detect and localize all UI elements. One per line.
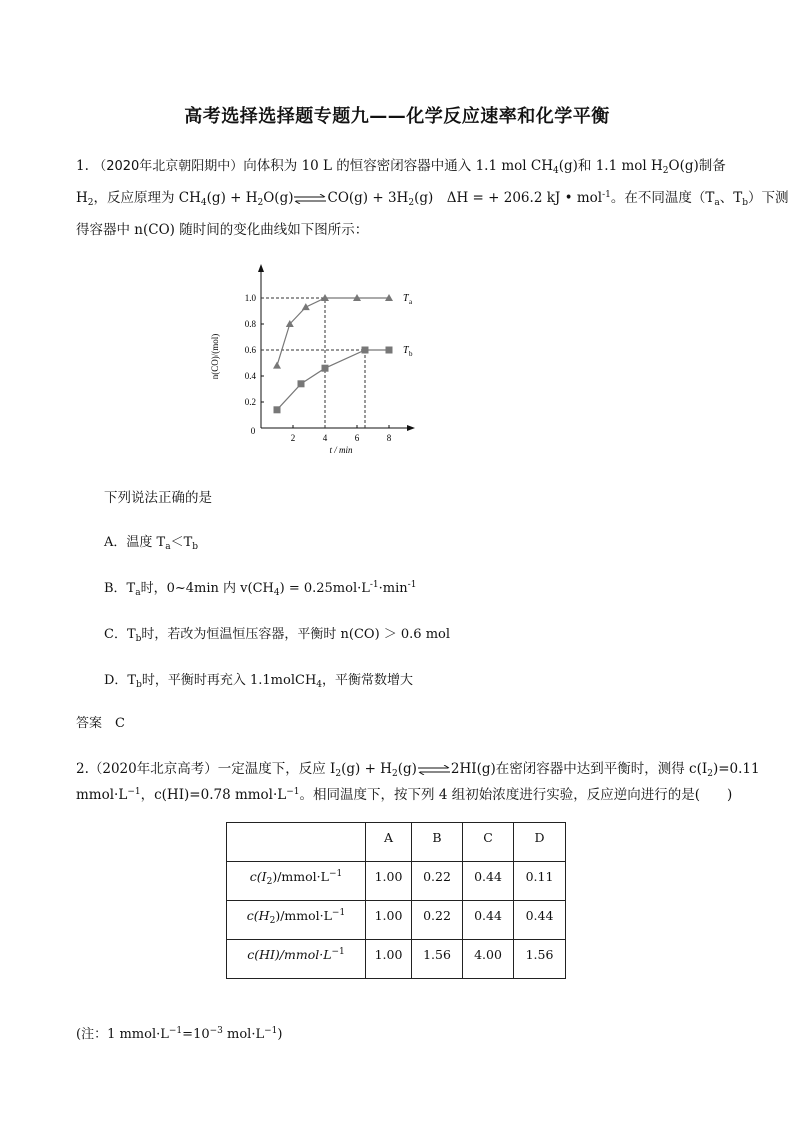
option-text: C．T (104, 627, 136, 642)
table-cell: 0.11 (514, 862, 566, 901)
option-text: ，平衡常数增大 (322, 673, 414, 688)
y-axis-arrow-icon (258, 264, 264, 272)
y-tick-label: 0.2 (244, 397, 256, 407)
q1-text: 。在不同温度（T (610, 190, 715, 206)
q1-text: 、T (719, 190, 743, 206)
q2-text: 2HI(g)在密闭容器中达到平衡时，测得 c(I (450, 761, 708, 777)
y-tick-label: 0.6 (244, 345, 256, 355)
table-cell: 4.00 (463, 940, 514, 979)
label-text: c(HI)/mmol·L (247, 947, 332, 962)
note-text: ) (277, 1027, 283, 1042)
q1-prompt: 下列说法正确的是 (104, 490, 212, 506)
sub: b (136, 680, 142, 690)
q1-text: (g) + H (206, 190, 258, 206)
table-header-cell: D (514, 823, 566, 862)
sup: −1 (328, 869, 343, 879)
q2-text: mmol·L (76, 787, 128, 803)
q2-line-2 (76, 783, 732, 803)
table-cell: 0.44 (463, 862, 514, 901)
q2-text: 2.（2020年北京高考）一定温度下，反应 I (76, 761, 336, 777)
sup: −1 (286, 787, 300, 797)
table-cell: 0.22 (412, 901, 463, 940)
table-header-cell: A (366, 823, 412, 862)
option-a[interactable] (104, 531, 198, 552)
table-cell: 0.44 (514, 901, 566, 940)
option-text: A．温度 T (104, 535, 166, 550)
sup: -1 (407, 580, 417, 590)
origin-label: 0 (250, 426, 256, 436)
sub: b (192, 542, 199, 552)
x-tick-label: 8 (386, 433, 392, 443)
q1-text: (g) ΔH = + 206.2 kJ • mol (414, 190, 603, 206)
x-axis-arrow-icon (407, 425, 415, 431)
note-text: mol·L (222, 1027, 265, 1042)
table-row (227, 862, 566, 901)
sub: 2 (391, 769, 398, 779)
sub: 2 (408, 198, 415, 208)
table-header-cell: B (412, 823, 463, 862)
q1-text: O(g) (263, 190, 294, 206)
data-point-Tb (386, 347, 393, 354)
option-text: ) = 0.25mol·L (279, 581, 370, 596)
option-text: ·min (378, 581, 408, 596)
sub: 4 (553, 166, 559, 176)
sup: −1 (168, 1026, 183, 1036)
q2-text: ，c(HI)=0.78 mmol·L (140, 787, 287, 803)
option-b[interactable] (104, 577, 416, 598)
q2-text: (g) + H (341, 761, 392, 777)
q1-line-2 (76, 186, 789, 208)
y-tick-label: 0.4 (244, 371, 256, 381)
sub: 2 (662, 166, 669, 176)
table-cell: 1.56 (412, 940, 463, 979)
equilibrium-arrow-icon (417, 765, 451, 775)
row-label (227, 862, 366, 901)
sup: −3 (209, 1026, 223, 1036)
data-point-Tb (298, 380, 305, 387)
q1-text: 向体积为 10 L 的恒容密闭容器中通入 1.1 mol CH (243, 158, 553, 174)
series-label-sub-Tb: b (409, 350, 413, 358)
series-line-Ta (277, 298, 389, 366)
label-text: c(H (246, 908, 270, 923)
label-text: )/mmol·L (275, 908, 332, 923)
equilibrium-arrow-icon (293, 194, 327, 204)
sub: b (742, 198, 749, 208)
sub: 4 (200, 198, 207, 208)
page-title: 高考选择选择题专题九——化学反应速率和化学平衡 (184, 106, 610, 127)
row-label (227, 940, 366, 979)
x-tick-label: 6 (354, 433, 360, 443)
table-cell: 1.56 (514, 940, 566, 979)
q1-text: (g)和 1.1 mol H (558, 158, 663, 174)
sup: −1 (127, 787, 141, 797)
nco-time-chart (200, 262, 450, 458)
x-axis-label: t / min (329, 445, 353, 455)
option-text: 时，若改为恒温恒压容器，平衡时 n(CO) ＞ 0.6 mol (141, 627, 451, 642)
series-label-Ta: T (403, 293, 409, 304)
q1-text: ，反应原理为 CH (93, 190, 201, 206)
sup: −1 (331, 908, 346, 918)
table-cell: 1.00 (366, 901, 412, 940)
data-point-Tb (274, 406, 281, 413)
sub: a (165, 542, 171, 552)
q2-line-1 (76, 757, 760, 779)
sub: 2 (87, 198, 94, 208)
option-text: B．T (104, 581, 136, 596)
table-row (227, 940, 566, 979)
sub: b (135, 634, 142, 644)
series-label-Tb: T (403, 345, 409, 356)
table-row (227, 901, 566, 940)
note-text: =10 (182, 1027, 210, 1042)
q2-text: (g) (397, 761, 417, 777)
sub: 4 (273, 588, 280, 598)
label-text: )/mmol·L (272, 869, 329, 884)
y-tick-label: 1.0 (244, 293, 256, 303)
sub: a (714, 198, 720, 208)
row-label (227, 901, 366, 940)
table-cell: 1.00 (366, 940, 412, 979)
table-cell: 0.44 (463, 901, 514, 940)
sub: 2 (707, 769, 713, 779)
q1-source: （2020年北京朝阳期中） (93, 159, 244, 174)
series-label-sub-Ta: a (409, 298, 413, 306)
q1-text: CO(g) + 3H (327, 190, 409, 206)
x-tick-label: 2 (290, 433, 296, 443)
table-cell: 0.22 (412, 862, 463, 901)
q1-text: O(g)制备 (668, 158, 726, 174)
data-point-Tb (362, 347, 369, 354)
sup: -1 (369, 580, 379, 590)
data-point-Ta (302, 303, 310, 310)
q1-text: H (76, 190, 88, 206)
q1-line-3: 得容器中 n(CO) 随时间的变化曲线如下图所示： (76, 222, 369, 238)
q1-line-1 (76, 154, 726, 176)
sub: 2 (257, 198, 264, 208)
q1-text: ）下测 (748, 190, 789, 206)
table-header-cell: C (463, 823, 514, 862)
series-line-Tb (277, 350, 389, 410)
table-header-row (227, 823, 566, 862)
concentration-table (226, 822, 566, 979)
table-header-cell (227, 823, 366, 862)
data-point-Tb (322, 365, 329, 372)
sub: 4 (316, 680, 323, 690)
y-axis-label: n(CO)/(mol) (210, 333, 220, 380)
sup: -1 (602, 190, 611, 200)
option-d[interactable] (104, 669, 413, 690)
note-text: (注：1 mmol·L (76, 1027, 169, 1042)
q2-text: )=0.11 (712, 761, 760, 777)
option-c[interactable] (104, 623, 450, 644)
q1-number: 1. (76, 158, 89, 174)
x-tick-label: 4 (322, 433, 328, 443)
option-text: 时，平衡时再充入 1.1molCH (141, 673, 317, 688)
q2-text: 。相同温度下，按下列 4 组初始浓度进行实验，反应逆向进行的是( ) (299, 787, 733, 803)
sub: 2 (266, 877, 273, 887)
y-tick-label: 0.8 (244, 319, 256, 329)
data-point-Ta (273, 362, 281, 369)
sup: −1 (331, 947, 345, 957)
q1-answer: 答案 C (76, 716, 125, 731)
sub: 2 (269, 916, 276, 926)
option-text: ＜T (170, 535, 193, 550)
option-text: D．T (104, 673, 137, 688)
option-text: 时，0~4min 内 v(CH (140, 581, 274, 596)
label-text: c(I (249, 869, 267, 884)
sub: a (135, 588, 141, 598)
sub: 2 (335, 769, 342, 779)
sup: −1 (264, 1026, 278, 1036)
table-cell: 1.00 (366, 862, 412, 901)
q2-note (76, 1023, 282, 1042)
